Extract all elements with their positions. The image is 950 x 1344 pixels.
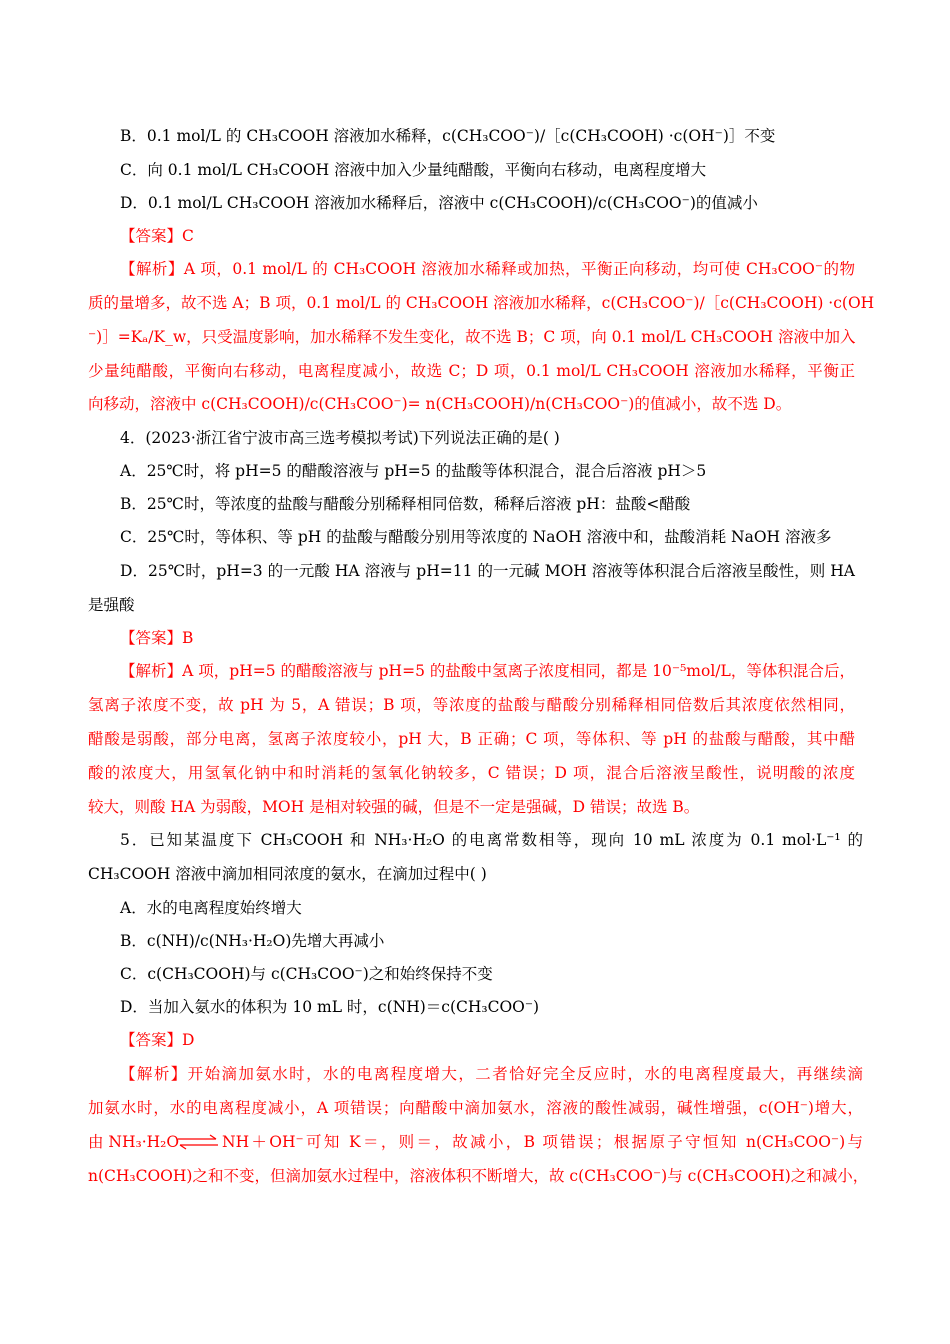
explanation-4-line1: 【解析】A 项，pH=5 的醋酸溶液与 pH=5 的盐酸中氢离子浓度相同，都是 10⁻⁵mol/L，等体积混合后，: [120, 662, 855, 680]
explanation-4-line2: 氢离子浓度不变，故 pH 为 5，A 错误；B 项，等浓度的盐酸与醋酸分别稀释相同倍数后其浓度依然相同，: [88, 696, 855, 714]
option-3b: B．0.1 mol/L 的 CH₃COOH 溶液加水稀释，c(CH₃COO⁻)/［c(CH₃COOH) ·c(OH⁻)］不变: [120, 127, 776, 145]
option-4c: C．25℃时，等体积、等 pH 的盐酸与醋酸分别用等浓度的 NaOH 溶液中和，盐酸消耗 NaOH 溶液多: [120, 528, 832, 546]
explanation-3-line1: 【解析】A 项，0.1 mol/L 的 CH₃COOH 溶液加水稀释或加热，平衡正向移动，均可使 CH₃COO⁻的物: [120, 260, 855, 278]
question-4-stem: 4．(2023·浙江省宁波市高三选考模拟考试)下列说法正确的是( ): [120, 429, 560, 447]
option-4d-line2: 是强酸: [88, 596, 135, 614]
explanation-4-line5: 较大，则酸 HA 为弱酸，MOH 是相对较强的碱，但是不一定是强碱，D 错误；故选 B。: [88, 798, 700, 816]
explanation-3-line4: 少量纯醋酸，平衡向右移动，电离程度减小，故选 C；D 项，0.1 mol/L CH₃COOH 溶液加水稀释，平衡正: [88, 362, 855, 380]
option-4d-line1: D．25℃时，pH=3 的一元酸 HA 溶液与 pH=11 的一元碱 MOH 溶液等体积混合后溶液呈酸性，则 HA: [120, 562, 855, 580]
explanation-3-line3: ⁻)］=Kₐ/K_w，只受温度影响，加水稀释不发生变化，故不选 B；C 项，向 0.1 mol/L CH₃COOH 溶液中加入: [88, 328, 856, 346]
explanation-5-line2: 加氨水时，水的电离程度减小，A 项错误；向醋酸中滴加氨水，溶液的酸性减弱，碱性增强，c(OH⁻)增大，: [88, 1099, 863, 1117]
option-3d: D．0.1 mol/L CH₃COOH 溶液加水稀释后，溶液中 c(CH₃COOH)/c(CH₃COO⁻)的值减小: [120, 194, 758, 212]
answer-5: 【答案】D: [120, 1031, 195, 1049]
explanation-5-line3-rest: NH＋OH⁻可知 K＝，则＝，故减小，B 项错误；根据原子守恒知 n(CH₃COO⁻)与: [222, 1133, 863, 1151]
option-5b: B．c(NH)/c(NH₃·H₂O)先增大再减小: [120, 932, 385, 950]
option-5c: C．c(CH₃COOH)与 c(CH₃COO⁻)之和始终保持不变: [120, 965, 493, 983]
explanation-4-line4: 酸的浓度大，用氢氧化钠中和时消耗的氢氧化钠较多，C 错误；D 项，混合后溶液呈酸性，说明酸的浓度: [88, 764, 855, 782]
explanation-3-line2: 质的量增多，故不选 A；B 项，0.1 mol/L 的 CH₃COOH 溶液加水稀释，c(CH₃COO⁻)/［c(CH₃COOH) ·c(OH: [88, 294, 875, 312]
explanation-4-line3: 醋酸是弱酸，部分电离，氢离子浓度较小，pH 大，B 正确；C 项，等体积、等 pH 的盐酸与醋酸，其中醋: [88, 730, 855, 748]
option-4a: A．25℃时，将 pH=5 的醋酸溶液与 pH=5 的盐酸等体积混合，混合后溶液 pH＞5: [120, 462, 707, 480]
question-5-stem-line2: CH₃COOH 溶液中滴加相同浓度的氨水，在滴加过程中( ): [88, 865, 487, 883]
option-5a: A．水的电离程度始终增大: [120, 899, 302, 917]
explanation-3-line5: 向移动，溶液中 c(CH₃COOH)/c(CH₃COO⁻)= n(CH₃COOH)/n(CH₃COO⁻)的值减小，故不选 D。: [88, 395, 792, 413]
answer-4: 【答案】B: [120, 629, 194, 647]
explanation-5-line3-start: 由 NH₃·H₂O: [88, 1133, 180, 1151]
equilibrium-arrow-icon: [176, 1133, 220, 1151]
explanation-5-line1: 【解析】开始滴加氨水时，水的电离程度增大，二者恰好完全反应时，水的电离程度最大，再继续滴: [120, 1065, 863, 1083]
option-4b: B．25℃时，等浓度的盐酸与醋酸分别稀释相同倍数，稀释后溶液 pH：盐酸<醋酸: [120, 495, 691, 513]
answer-3: 【答案】C: [120, 227, 194, 245]
option-5d: D．当加入氨水的体积为 10 mL 时，c(NH)＝c(CH₃COO⁻): [120, 998, 540, 1016]
explanation-5-line4: n(CH₃COOH)之和不变，但滴加氨水过程中，溶液体积不断增大，故 c(CH₃COO⁻)与 c(CH₃COOH)之和减小，: [88, 1167, 869, 1185]
option-3c: C．向 0.1 mol/L CH₃COOH 溶液中加入少量纯醋酸，平衡向右移动，电离程度增大: [120, 161, 707, 179]
question-5-stem-line1: 5．已知某温度下 CH₃COOH 和 NH₃·H₂O 的电离常数相等，现向 10 mL 浓度为 0.1 mol·L⁻¹ 的: [120, 831, 863, 849]
